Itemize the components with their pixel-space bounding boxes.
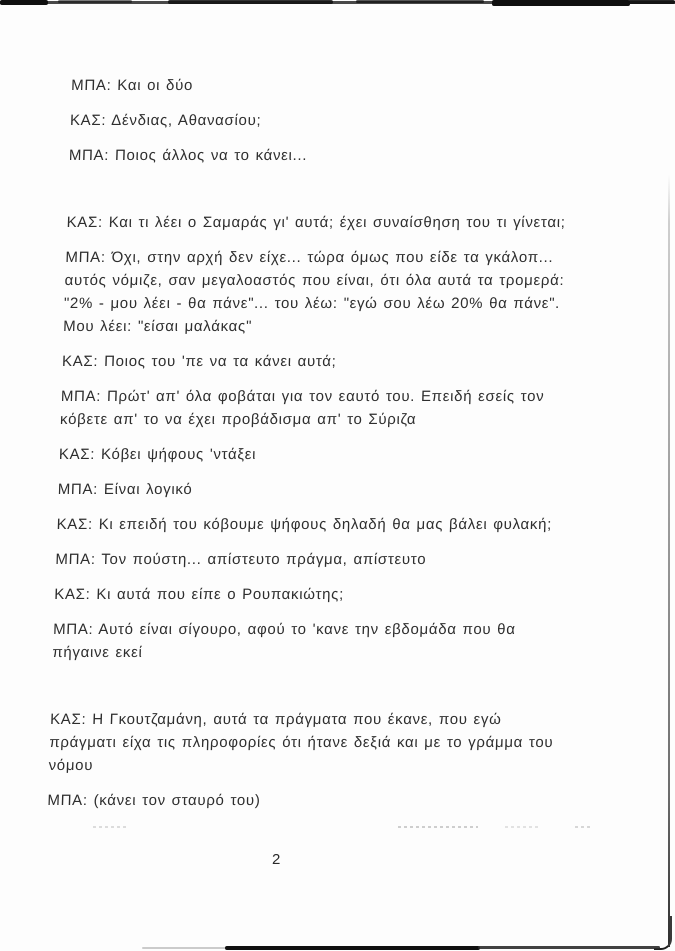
transcript-paragraph: ΚΑΣ: Δένδιας, Αθανασίου; bbox=[69, 112, 262, 129]
transcript-paragraph: ΜΠΑ: Αυτό είναι σίγουρο, αφού το 'κανε την εβδομάδα που θα πήγαινε εκεί bbox=[52, 621, 516, 661]
transcript-paragraph: ΚΑΣ: Κόβει ψήφους 'ντάξει bbox=[58, 446, 257, 463]
transcript-paragraph: ΜΠΑ: Όχι, στην αρχή δεν είχε... τώρα όμως που είδε τα γκάλοπ... αυτός νόμιζε, σαν μεγαλοαστός που είναι, ότι όλα αυτά τα τρομερά: "2% - μου λέει - θα πάνε"... του λέω: "εγώ σου λέω 20% θα πάνε". Μου λέει: "είσαι μαλάκας" bbox=[62, 249, 565, 335]
transcript-paragraph: ΜΠΑ: (κάνει τον σταυρό του) bbox=[47, 792, 261, 809]
scan-bottom-right-corner bbox=[654, 916, 672, 950]
scan-right-edge bbox=[668, 175, 670, 947]
transcript-paragraph: ΜΠΑ: Τον πούστη... απίστευτο πράγμα, απίστευτο bbox=[55, 551, 427, 568]
transcript-paragraph: ΚΑΣ: Η Γκουτζαμάνη, αυτά τα πράγματα που έκανε, που εγώ πράγματι είχα τις πληροφορίες ότι ήτανε δεξιά και με το γράμμα του νόμου bbox=[48, 711, 554, 774]
paragraph-gap bbox=[51, 676, 613, 708]
transcript-paragraph: ΚΑΣ: Κι επειδή του κόβουμε ψήφους δηλαδή θα μας βάλει φυλακή; bbox=[56, 516, 553, 533]
transcript-paragraph: ΜΠΑ: Ποιος άλλος να το κάνει... bbox=[68, 147, 308, 164]
transcript-paragraph: ΚΑΣ: Ποιος του 'πε να τα κάνει αυτά; bbox=[61, 353, 337, 370]
page-number: 2 bbox=[272, 851, 281, 868]
transcript-paragraph: ΜΠΑ: Είναι λογικό bbox=[57, 481, 193, 498]
transcript-paragraph: ΚΑΣ: Κι αυτά που είπε ο Ρουπακιώτης; bbox=[53, 586, 345, 603]
transcript-paragraph: ΚΑΣ: Και τι λέει ο Σαμαράς γι' αυτά; έχει συναίσθηση του τι γίνεται; bbox=[66, 214, 566, 231]
paragraph-gap bbox=[67, 179, 629, 211]
transcript-paragraph: ΜΠΑ: Και οι δύο bbox=[70, 77, 194, 94]
transcript-paragraph: ΜΠΑ: Πρώτ' απ' όλα φοβάται για τον εαυτό του. Επειδή εσείς τον κόβετε απ' το να έχει προβάδισμα απ' το Σύριζα bbox=[59, 388, 545, 428]
